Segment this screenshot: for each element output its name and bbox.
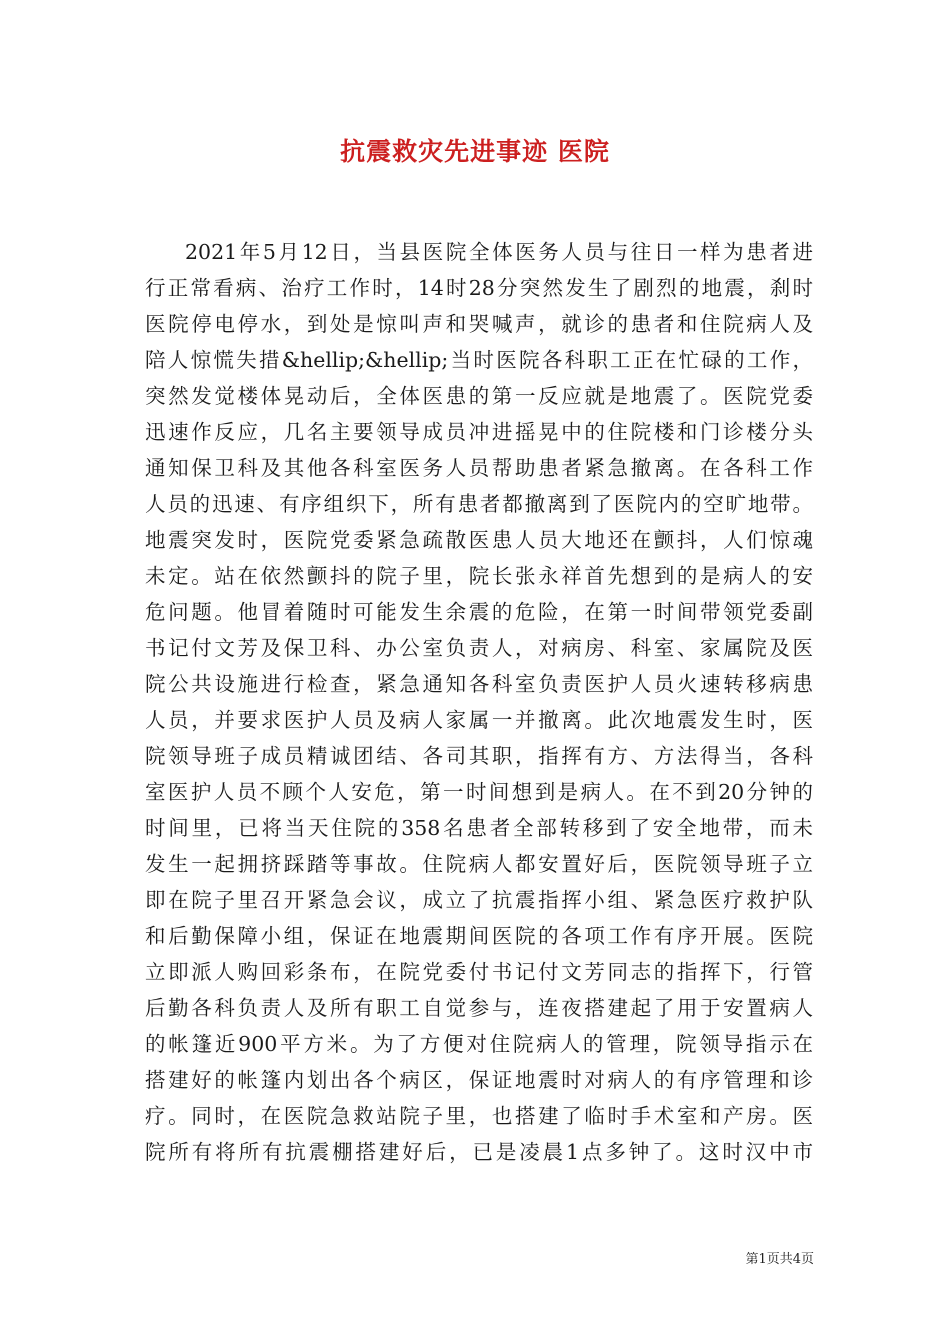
document-body — [145, 234, 813, 1170]
body-line: 疗。同时，在医院急救站院子里，也搭建了临时手术室和产房。医 — [145, 1104, 813, 1128]
body-line: 迅速作反应，几名主要领导成员冲进摇晃中的住院楼和门诊楼分头 — [145, 420, 813, 444]
body-line: 书记付文芳及保卫科、办公室负责人，对病房、科室、家属院及医 — [145, 636, 813, 660]
body-line: 人员，并要求医护人员及病人家属一并撤离。此次地震发生时，医 — [145, 708, 813, 732]
body-line: 地震突发时，医院党委紧急疏散医患人员大地还在颤抖，人们惊魂 — [145, 528, 813, 552]
body-line: 院公共设施进行检查，紧急通知各科室负责医护人员火速转移病患 — [145, 672, 813, 696]
body-line: 院领导班子成员精诚团结、各司其职，指挥有方、方法得当，各科 — [145, 744, 813, 768]
body-line: 危问题。他冒着随时可能发生余震的危险，在第一时间带领党委副 — [145, 600, 813, 624]
body-line: 人员的迅速、有序组织下，所有患者都撤离到了医院内的空旷地带。 — [145, 492, 813, 516]
body-line: 陪人惊慌失措&hellip;&hellip;当时医院各科职工正在忙碌的工作， — [145, 348, 813, 372]
body-line: 时间里，已将当天住院的358名患者全部转移到了安全地带，而未 — [145, 816, 813, 840]
body-line: 2021年5月12日，当县医院全体医务人员与往日一样为患者进 — [185, 240, 813, 264]
body-line: 和后勤保障小组，保证在地震期间医院的各项工作有序开展。医院 — [145, 924, 813, 948]
body-line: 搭建好的帐篷内划出各个病区，保证地震时对病人的有序管理和诊 — [145, 1068, 813, 1092]
body-line: 医院停电停水，到处是惊叫声和哭喊声，就诊的患者和住院病人及 — [145, 312, 813, 336]
body-line: 通知保卫科及其他各科室医务人员帮助患者紧急撤离。在各科工作 — [145, 456, 813, 480]
body-line: 发生一起拥挤踩踏等事故。住院病人都安置好后，医院领导班子立 — [145, 852, 813, 876]
body-line: 即在院子里召开紧急会议，成立了抗震指挥小组、紧急医疗救护队 — [145, 888, 813, 912]
body-line: 立即派人购回彩条布，在院党委付书记付文芳同志的指挥下，行管 — [145, 960, 813, 984]
body-line: 后勤各科负责人及所有职工自觉参与，连夜搭建起了用于安置病人 — [145, 996, 813, 1020]
body-line: 的帐篷近900平方米。为了方便对住院病人的管理，院领导指示在 — [145, 1032, 813, 1056]
body-line: 突然发觉楼体晃动后，全体医患的第一反应就是地震了。医院党委 — [145, 384, 813, 408]
body-line: 行正常看病、治疗工作时，14时28分突然发生了剧烈的地震，刹时 — [145, 276, 813, 300]
body-line: 院所有将所有抗震棚搭建好后，已是凌晨1点多钟了。这时汉中市 — [145, 1140, 813, 1164]
document-title: 抗震救灾先进事迹 医院 — [340, 137, 610, 166]
body-line: 室医护人员不顾个人安危，第一时间想到是病人。在不到20分钟的 — [145, 780, 813, 804]
body-line: 未定。站在依然颤抖的院子里，院长张永祥首先想到的是病人的安 — [145, 564, 813, 588]
page-number: 第1页共4页 — [745, 1252, 814, 1267]
